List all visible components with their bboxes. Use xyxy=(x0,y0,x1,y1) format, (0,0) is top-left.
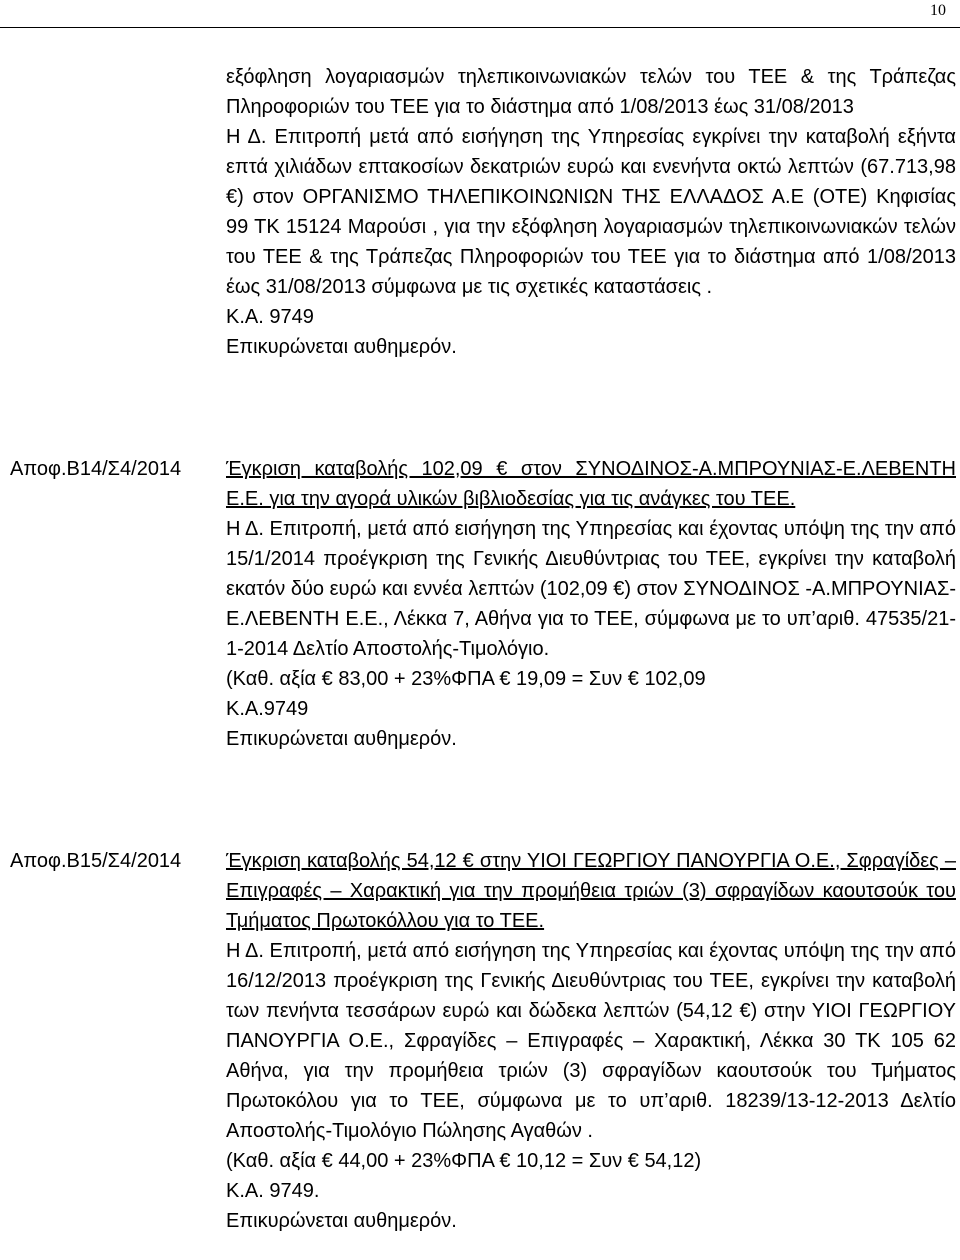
decision-body xyxy=(226,454,956,754)
paragraph: Η Δ. Επιτροπή μετά από εισήγηση της Υπηρεσίας εγκρίνει την καταβολή εξήντα επτά χιλιάδων επτακοσίων δεκατριών ευρώ και ενενήντα οκτώ λεπτών (67.713,98 €) στον ΟΡΓΑΝΙΣΜΟ ΤΗΛΕΠΙΚΟΙΝΩΝΙΩΝ ΤΗΣ ΕΛΛΑΔΟΣ Α.Ε (ΟΤΕ) Κηφισίας 99 ΤΚ 15124 Μαρούσι , για την εξόφληση λογαριασμών τηλεπικοινωνιακών τελών του ΤΕΕ & της Τράπεζας Πληροφοριών του ΤΕΕ για το διάστημα από 1/08/2013 έως 31/08/2013 σύμφωνα με τις σχετικές καταστάσεις . xyxy=(226,126,956,298)
account-code: Κ.Α. 9749. xyxy=(226,1180,320,1202)
decision-body xyxy=(226,846,956,1236)
paragraph: Η Δ. Επιτροπή, μετά από εισήγηση της Υπηρεσίας και έχοντας υπόψη της την από 15/1/2014 προέγκριση της Γενικής Διευθύντριας του ΤΕΕ, εγκρίνει την καταβολή εκατόν δύο ευρώ και εννέα λεπτών (102,09 €) στον ΣΥΝΟΔΙΝΟΣ -Α.ΜΠΡΟΥΝΙΑΣ-Ε.ΛΕΒΕΝΤΗ Ε.Ε., Λέκκα 7, Αθήνα για το ΤΕΕ, σύμφωνα με το υπ’αριθ. 47535/21-1-2014 Δελτίο Αποστολής-Τιμολόγιο. xyxy=(226,518,956,660)
decision-title: Έγκριση καταβολής 102,09 € στον ΣΥΝΟΔΙΝΟΣ-Α.ΜΠΡΟΥΝΙΑΣ-Ε.ΛΕΒΕΝΤΗ Ε.Ε. για την αγορά υλικών βιβλιοδεσίας για τις ανάγκες του ΤΕΕ. xyxy=(226,458,956,510)
confirmation: Επικυρώνεται αυθημερόν. xyxy=(226,336,457,358)
decision-entry xyxy=(0,62,960,445)
document-body xyxy=(0,62,960,1236)
decision-label: Αποφ.Β14/Σ4/2014 xyxy=(10,458,182,480)
decision-entry xyxy=(0,846,960,1236)
decision-body xyxy=(226,62,956,362)
account-code: Κ.Α.9749 xyxy=(226,698,309,720)
decision-title: Έγκριση καταβολής 54,12 € στην ΥΙΟΙ ΓΕΩΡΓΙΟΥ ΠΑΝΟΥΡΓΙΑ Ο.Ε., Σφραγίδες – Επιγραφές – Χαρακτική για την προμήθεια τριών (3) σφραγίδων καουτσούκ του Τμήματος Πρωτοκόλλου για το ΤΕΕ. xyxy=(226,850,956,932)
decision-entry xyxy=(0,454,960,837)
confirmation: Επικυρώνεται αυθημερόν. xyxy=(226,728,457,750)
page-number: 10 xyxy=(930,2,946,19)
account-code: Κ.Α. 9749 xyxy=(226,306,314,328)
paragraph: (Καθ. αξία € 44,00 + 23%ΦΠΑ € 10,12 = Συν € 54,12) xyxy=(226,1150,702,1172)
paragraph: (Καθ. αξία € 83,00 + 23%ΦΠΑ € 19,09 = Συν € 102,09 xyxy=(226,668,706,690)
decision-label: Αποφ.Β15/Σ4/2014 xyxy=(10,850,182,872)
paragraph: εξόφληση λογαριασμών τηλεπικοινωνιακών τελών του ΤΕΕ & της Τράπεζας Πληροφοριών του ΤΕΕ για το διάστημα από 1/08/2013 έως 31/08/2013 xyxy=(226,66,956,118)
header-rule xyxy=(0,27,960,28)
confirmation: Επικυρώνεται αυθημερόν. xyxy=(226,1210,457,1232)
paragraph: Η Δ. Επιτροπή, μετά από εισήγηση της Υπηρεσίας και έχοντας υπόψη της την από 16/12/2013 προέγκριση της Γενικής Διευθύντριας του ΤΕΕ, εγκρίνει την καταβολή των πενήντα τεσσάρων ευρώ και δώδεκα λεπτών (54,12 €) στην ΥΙΟΙ ΓΕΩΡΓΙΟΥ ΠΑΝΟΥΡΓΙΑ Ο.Ε., Σφραγίδες – Επιγραφές – Χαρακτική, Λέκκα 30 ΤΚ 105 62 Αθήνα, για την προμήθεια τριών (3) σφραγίδων καουτσούκ του Τμήματος Πρωτοκόλου για το ΤΕΕ, σύμφωνα με το υπ’αριθ. 18239/13-12-2013 Δελτίο Αποστολής-Τιμολόγιο Πώλησης Αγαθών . xyxy=(226,940,956,1142)
